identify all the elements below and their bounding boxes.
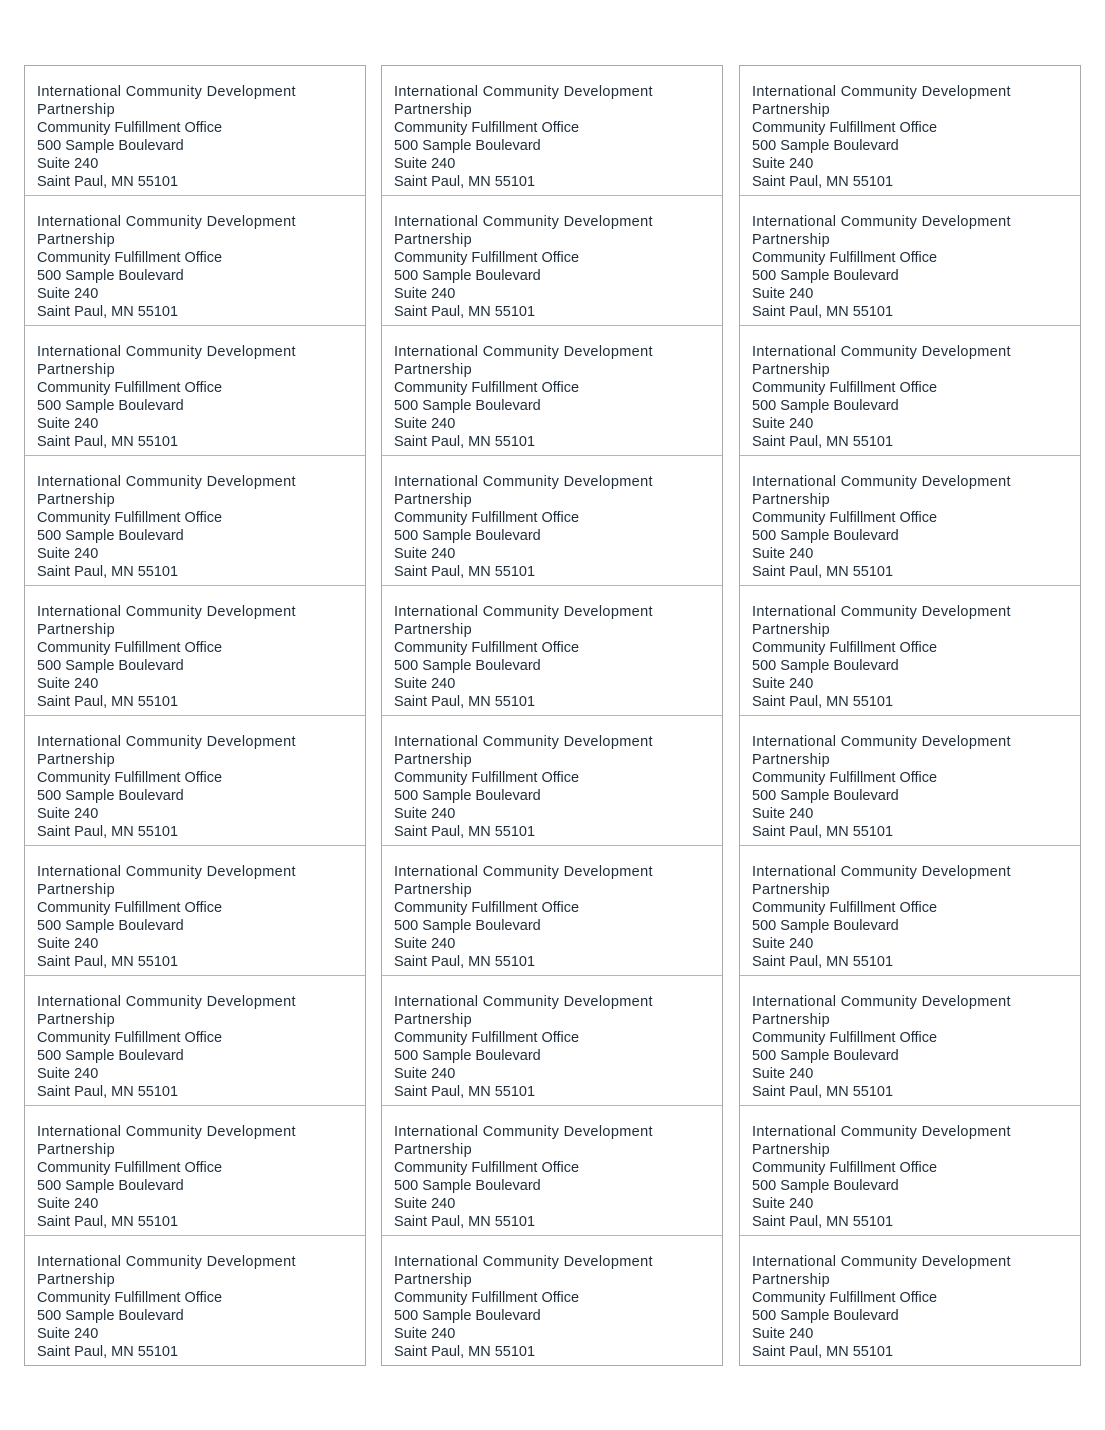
street-address: 500 Sample Boulevard (394, 918, 541, 934)
street-address: 500 Sample Boulevard (394, 1048, 541, 1064)
organization-name: International Community Development Partnership (394, 344, 653, 378)
organization-name: International Community Development Partnership (752, 1254, 1011, 1288)
department-name: Community Fulfillment Office (394, 1160, 580, 1176)
address-label (740, 196, 1080, 326)
department-name: Community Fulfillment Office (752, 1160, 938, 1176)
organization-name: International Community Development Partnership (37, 344, 296, 378)
organization-name: International Community Development Partnership (752, 734, 1011, 768)
address-label (382, 1106, 722, 1236)
address-label (382, 456, 722, 586)
address-label (25, 456, 365, 586)
department-name: Community Fulfillment Office (752, 1290, 938, 1306)
city-state-zip: Saint Paul, MN 55101 (37, 954, 179, 970)
label-column-2 (381, 65, 723, 1366)
city-state-zip: Saint Paul, MN 55101 (37, 564, 179, 580)
suite-number: Suite 240 (37, 1326, 99, 1342)
address-label (382, 846, 722, 976)
city-state-zip: Saint Paul, MN 55101 (394, 434, 536, 450)
department-name: Community Fulfillment Office (37, 380, 223, 396)
address-label (25, 586, 365, 716)
street-address: 500 Sample Boulevard (37, 528, 184, 544)
department-name: Community Fulfillment Office (394, 380, 580, 396)
department-name: Community Fulfillment Office (394, 640, 580, 656)
street-address: 500 Sample Boulevard (37, 138, 184, 154)
street-address: 500 Sample Boulevard (752, 1308, 899, 1324)
department-name: Community Fulfillment Office (394, 510, 580, 526)
street-address: 500 Sample Boulevard (752, 658, 899, 674)
address-label (740, 846, 1080, 976)
address-label (25, 846, 365, 976)
suite-number: Suite 240 (37, 286, 99, 302)
organization-name: International Community Development Partnership (394, 1124, 653, 1158)
address-label (740, 1236, 1080, 1365)
organization-name: International Community Development Partnership (394, 994, 653, 1028)
suite-number: Suite 240 (37, 546, 99, 562)
organization-name: International Community Development Partnership (752, 84, 1011, 118)
city-state-zip: Saint Paul, MN 55101 (37, 174, 179, 190)
street-address: 500 Sample Boulevard (752, 528, 899, 544)
suite-number: Suite 240 (752, 1196, 814, 1212)
address-label (740, 976, 1080, 1106)
organization-name: International Community Development Partnership (752, 994, 1011, 1028)
street-address: 500 Sample Boulevard (752, 1048, 899, 1064)
address-label (25, 1106, 365, 1236)
city-state-zip: Saint Paul, MN 55101 (394, 954, 536, 970)
address-label (382, 716, 722, 846)
organization-name: International Community Development Partnership (394, 604, 653, 638)
street-address: 500 Sample Boulevard (37, 918, 184, 934)
address-label (382, 976, 722, 1106)
suite-number: Suite 240 (394, 1326, 456, 1342)
address-label (740, 456, 1080, 586)
organization-name: International Community Development Partnership (37, 864, 296, 898)
street-address: 500 Sample Boulevard (752, 268, 899, 284)
city-state-zip: Saint Paul, MN 55101 (752, 1214, 894, 1230)
suite-number: Suite 240 (752, 806, 814, 822)
city-state-zip: Saint Paul, MN 55101 (394, 1214, 536, 1230)
street-address: 500 Sample Boulevard (37, 268, 184, 284)
city-state-zip: Saint Paul, MN 55101 (37, 1214, 179, 1230)
street-address: 500 Sample Boulevard (394, 1308, 541, 1324)
street-address: 500 Sample Boulevard (752, 1178, 899, 1194)
suite-number: Suite 240 (752, 1066, 814, 1082)
label-column-1 (24, 65, 366, 1366)
suite-number: Suite 240 (394, 156, 456, 172)
street-address: 500 Sample Boulevard (394, 398, 541, 414)
department-name: Community Fulfillment Office (37, 120, 223, 136)
city-state-zip: Saint Paul, MN 55101 (752, 954, 894, 970)
organization-name: International Community Development Partnership (37, 214, 296, 248)
department-name: Community Fulfillment Office (394, 900, 580, 916)
suite-number: Suite 240 (394, 1196, 456, 1212)
city-state-zip: Saint Paul, MN 55101 (394, 1344, 536, 1360)
city-state-zip: Saint Paul, MN 55101 (752, 174, 894, 190)
city-state-zip: Saint Paul, MN 55101 (394, 1084, 536, 1100)
department-name: Community Fulfillment Office (394, 1030, 580, 1046)
street-address: 500 Sample Boulevard (394, 788, 541, 804)
organization-name: International Community Development Partnership (394, 84, 653, 118)
organization-name: International Community Development Partnership (37, 1254, 296, 1288)
department-name: Community Fulfillment Office (37, 510, 223, 526)
department-name: Community Fulfillment Office (752, 120, 938, 136)
organization-name: International Community Development Partnership (394, 474, 653, 508)
city-state-zip: Saint Paul, MN 55101 (37, 824, 179, 840)
address-label (25, 716, 365, 846)
suite-number: Suite 240 (394, 1066, 456, 1082)
suite-number: Suite 240 (37, 1196, 99, 1212)
organization-name: International Community Development Partnership (37, 84, 296, 118)
city-state-zip: Saint Paul, MN 55101 (394, 824, 536, 840)
department-name: Community Fulfillment Office (752, 250, 938, 266)
street-address: 500 Sample Boulevard (752, 398, 899, 414)
suite-number: Suite 240 (394, 416, 456, 432)
organization-name: International Community Development Partnership (752, 864, 1011, 898)
department-name: Community Fulfillment Office (752, 770, 938, 786)
city-state-zip: Saint Paul, MN 55101 (37, 1084, 179, 1100)
department-name: Community Fulfillment Office (752, 1030, 938, 1046)
address-label (740, 716, 1080, 846)
city-state-zip: Saint Paul, MN 55101 (752, 1084, 894, 1100)
street-address: 500 Sample Boulevard (37, 658, 184, 674)
address-label (382, 586, 722, 716)
address-label (25, 326, 365, 456)
department-name: Community Fulfillment Office (752, 380, 938, 396)
street-address: 500 Sample Boulevard (394, 138, 541, 154)
address-label (382, 66, 722, 196)
street-address: 500 Sample Boulevard (394, 1178, 541, 1194)
city-state-zip: Saint Paul, MN 55101 (37, 304, 179, 320)
suite-number: Suite 240 (394, 676, 456, 692)
city-state-zip: Saint Paul, MN 55101 (394, 564, 536, 580)
address-label (382, 326, 722, 456)
street-address: 500 Sample Boulevard (752, 138, 899, 154)
department-name: Community Fulfillment Office (37, 640, 223, 656)
address-label (25, 196, 365, 326)
suite-number: Suite 240 (37, 676, 99, 692)
city-state-zip: Saint Paul, MN 55101 (752, 694, 894, 710)
suite-number: Suite 240 (752, 1326, 814, 1342)
department-name: Community Fulfillment Office (752, 900, 938, 916)
street-address: 500 Sample Boulevard (37, 1178, 184, 1194)
suite-number: Suite 240 (752, 546, 814, 562)
department-name: Community Fulfillment Office (37, 1290, 223, 1306)
address-label (25, 66, 365, 196)
organization-name: International Community Development Partnership (394, 734, 653, 768)
city-state-zip: Saint Paul, MN 55101 (752, 434, 894, 450)
suite-number: Suite 240 (394, 286, 456, 302)
city-state-zip: Saint Paul, MN 55101 (37, 434, 179, 450)
city-state-zip: Saint Paul, MN 55101 (752, 1344, 894, 1360)
organization-name: International Community Development Partnership (752, 344, 1011, 378)
city-state-zip: Saint Paul, MN 55101 (752, 304, 894, 320)
label-column-3 (739, 65, 1081, 1366)
city-state-zip: Saint Paul, MN 55101 (394, 174, 536, 190)
organization-name: International Community Development Partnership (752, 214, 1011, 248)
department-name: Community Fulfillment Office (37, 1160, 223, 1176)
suite-number: Suite 240 (37, 1066, 99, 1082)
organization-name: International Community Development Partnership (394, 1254, 653, 1288)
department-name: Community Fulfillment Office (752, 510, 938, 526)
organization-name: International Community Development Partnership (37, 474, 296, 508)
suite-number: Suite 240 (752, 676, 814, 692)
suite-number: Suite 240 (394, 806, 456, 822)
department-name: Community Fulfillment Office (394, 120, 580, 136)
suite-number: Suite 240 (752, 286, 814, 302)
suite-number: Suite 240 (752, 936, 814, 952)
suite-number: Suite 240 (37, 416, 99, 432)
address-label (382, 1236, 722, 1365)
organization-name: International Community Development Partnership (752, 474, 1011, 508)
organization-name: International Community Development Partnership (37, 604, 296, 638)
city-state-zip: Saint Paul, MN 55101 (37, 1344, 179, 1360)
department-name: Community Fulfillment Office (37, 770, 223, 786)
department-name: Community Fulfillment Office (37, 250, 223, 266)
city-state-zip: Saint Paul, MN 55101 (394, 694, 536, 710)
street-address: 500 Sample Boulevard (37, 788, 184, 804)
suite-number: Suite 240 (37, 936, 99, 952)
department-name: Community Fulfillment Office (37, 1030, 223, 1046)
department-name: Community Fulfillment Office (37, 900, 223, 916)
street-address: 500 Sample Boulevard (37, 1308, 184, 1324)
address-label (382, 196, 722, 326)
suite-number: Suite 240 (752, 416, 814, 432)
department-name: Community Fulfillment Office (752, 640, 938, 656)
address-label (740, 66, 1080, 196)
street-address: 500 Sample Boulevard (37, 398, 184, 414)
organization-name: International Community Development Partnership (752, 1124, 1011, 1158)
street-address: 500 Sample Boulevard (394, 658, 541, 674)
department-name: Community Fulfillment Office (394, 770, 580, 786)
city-state-zip: Saint Paul, MN 55101 (394, 304, 536, 320)
department-name: Community Fulfillment Office (394, 250, 580, 266)
city-state-zip: Saint Paul, MN 55101 (752, 824, 894, 840)
label-sheet (24, 65, 1081, 1366)
street-address: 500 Sample Boulevard (752, 918, 899, 934)
city-state-zip: Saint Paul, MN 55101 (752, 564, 894, 580)
organization-name: International Community Development Partnership (37, 994, 296, 1028)
street-address: 500 Sample Boulevard (394, 268, 541, 284)
suite-number: Suite 240 (394, 936, 456, 952)
city-state-zip: Saint Paul, MN 55101 (37, 694, 179, 710)
organization-name: International Community Development Partnership (394, 864, 653, 898)
organization-name: International Community Development Partnership (394, 214, 653, 248)
organization-name: International Community Development Partnership (37, 1124, 296, 1158)
address-label (740, 586, 1080, 716)
address-label (740, 1106, 1080, 1236)
suite-number: Suite 240 (752, 156, 814, 172)
suite-number: Suite 240 (37, 156, 99, 172)
suite-number: Suite 240 (394, 546, 456, 562)
organization-name: International Community Development Partnership (37, 734, 296, 768)
suite-number: Suite 240 (37, 806, 99, 822)
address-label (740, 326, 1080, 456)
street-address: 500 Sample Boulevard (37, 1048, 184, 1064)
address-label (25, 1236, 365, 1365)
address-label (25, 976, 365, 1106)
street-address: 500 Sample Boulevard (394, 528, 541, 544)
department-name: Community Fulfillment Office (394, 1290, 580, 1306)
street-address: 500 Sample Boulevard (752, 788, 899, 804)
organization-name: International Community Development Partnership (752, 604, 1011, 638)
